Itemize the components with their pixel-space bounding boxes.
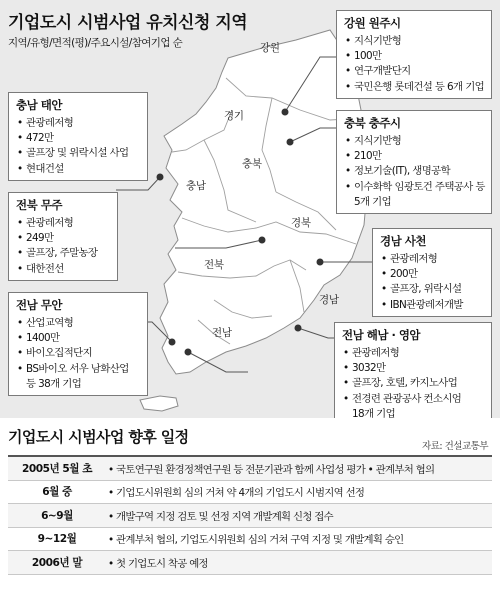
marker-muan (169, 339, 176, 346)
card-title: 충북 충주시 (344, 116, 401, 130)
card-companies: • 대한전선 (16, 262, 111, 277)
schedule-title: 기업도시 시범사업 향후 일정 (8, 428, 189, 446)
region-label-gyeonggi: 경기 (224, 110, 244, 122)
card-companies: • BS바이오 서우 남화산업 (16, 362, 141, 377)
card-area: • 210만 (344, 149, 485, 164)
card-type: • 지식기반형 (344, 134, 485, 149)
card-type: • 관광레저형 (380, 252, 485, 267)
region-label-jeonbuk: 전북 (204, 259, 224, 271)
schedule-description: • 국토연구원 환경정책연구원 등 전문기관과 함께 사업성 평가 • 관계부처 협의 (108, 463, 435, 476)
card-type: • 산업교역형 (16, 316, 141, 331)
card-title: 경남 사천 (380, 234, 426, 248)
region-label-chungbuk: 충북 (242, 158, 262, 170)
card-type: • 관광레저형 (342, 346, 485, 361)
schedule-row (8, 551, 492, 575)
schedule-description: • 첫 기업도시 착공 예정 (108, 557, 208, 570)
source-credit: 자료: 건설교통부 (422, 441, 488, 452)
card-companies-cont: 18개 기업 (352, 407, 396, 418)
card-sacheon (372, 228, 492, 317)
card-title: 전남 해남 · 영암 (342, 328, 421, 342)
card-type: • 관광레저형 (16, 116, 141, 131)
card-facility: • 골프장, 위락시설 (380, 282, 485, 297)
region-label-jeonnam: 전남 (212, 327, 232, 339)
card-muan (8, 292, 148, 396)
schedule-table (8, 455, 492, 575)
region-label-gyeongnam: 경남 (319, 294, 339, 306)
card-facility: • 골프장, 호텔, 카지노사업 (342, 376, 485, 391)
page-title: 기업도시 시범사업 유치신청 지역 (8, 13, 248, 33)
marker-muju (259, 237, 266, 244)
marker-haenam-1 (185, 349, 192, 356)
schedule-description: • 개발구역 지정 검토 및 선정 지역 개발계획 신청 접수 (108, 510, 333, 523)
jeju-island (140, 396, 178, 411)
schedule-description: • 기업도시위원회 심의 거쳐 약 4개의 기업도시 시범지역 선정 (108, 487, 365, 500)
schedule-row (8, 481, 492, 505)
card-companies: • 전경련 관광공사 컨소시엄 (342, 392, 485, 407)
card-title: 전남 무안 (16, 298, 62, 312)
card-type: • 지식기반형 (344, 34, 485, 49)
marker-taean (157, 174, 164, 181)
schedule-description: • 관계부처 협의, 기업도시위원회 심의 거쳐 구역 지정 및 개발계획 승인 (108, 534, 404, 547)
card-facility: • 골프장 및 위락시설 사업 (16, 146, 141, 161)
schedule-date: 9~12월 (37, 533, 77, 546)
schedule-date: 2006년 말 (31, 556, 83, 569)
card-facility: • 정보기술(IT), 생명공학 (344, 164, 485, 179)
card-facility: • 골프장, 주말농장 (16, 246, 111, 261)
schedule-row (8, 457, 492, 481)
card-area: • 1400만 (16, 331, 141, 346)
card-haenam-yeongam (334, 322, 492, 418)
region-label-gangwon: 강원 (260, 42, 280, 54)
card-title: 강원 원주시 (344, 16, 401, 30)
card-area: • 100만 (344, 49, 485, 64)
card-area: • 249만 (16, 231, 111, 246)
card-title: 충남 태안 (16, 98, 62, 112)
card-type: • 관광레저형 (16, 216, 111, 231)
card-companies: • IBN관광레저개발 (380, 298, 485, 313)
marker-sacheon (317, 259, 324, 266)
schedule-date: 6~9월 (41, 509, 73, 522)
marker-chungju (287, 139, 294, 146)
card-taean (8, 92, 148, 181)
card-chungju (336, 110, 492, 214)
card-facility: • 연구개발단지 (344, 64, 485, 79)
schedule-date: 6월 중 (42, 486, 72, 499)
card-companies: • 국민은행 롯데건설 등 6개 기업 (344, 80, 485, 95)
region-label-chungnam: 충남 (186, 180, 206, 192)
card-area: • 3032만 (342, 361, 485, 376)
card-companies: • 현대건설 (16, 162, 141, 177)
card-facility: • 바이오집적단지 (16, 346, 141, 361)
marker-wonju (282, 109, 289, 116)
card-area: • 472만 (16, 131, 141, 146)
region-label-gyeongbuk: 경북 (291, 217, 311, 229)
card-companies: • 이수화학 임광토건 주택공사 등 (344, 180, 485, 195)
page-subtitle: 지역/유형/면적(평)/주요시설/참여기업 순 (8, 37, 183, 49)
card-companies-cont: 등 38개 기업 (26, 377, 82, 390)
card-wonju (336, 10, 492, 99)
schedule-date: 2005년 5월 초 (22, 462, 92, 475)
schedule-row (8, 504, 492, 528)
card-muju (8, 192, 118, 281)
card-area: • 200만 (380, 267, 485, 282)
schedule-row (8, 528, 492, 552)
card-companies-cont: 5개 기업 (354, 195, 392, 208)
marker-haenam-2 (295, 325, 302, 332)
card-title: 전북 무주 (16, 198, 62, 212)
